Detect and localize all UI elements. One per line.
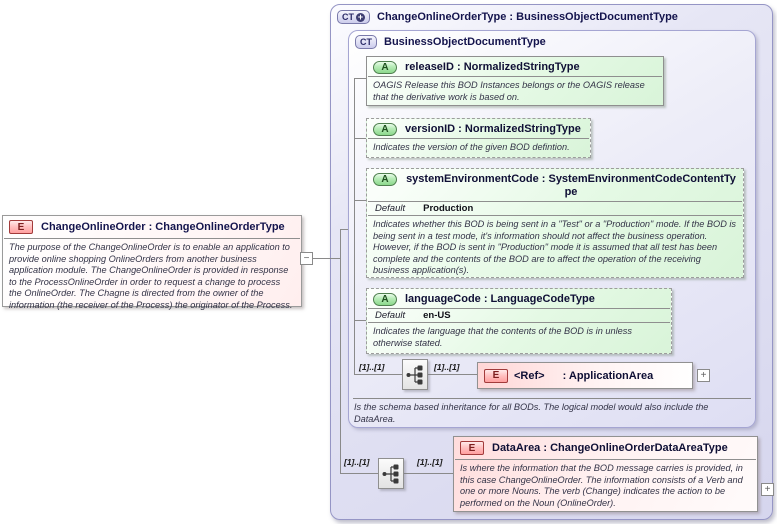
root-element-header [3,216,301,238]
element-ref-name: <Ref> [514,369,545,382]
inheritance-note: Is the schema based inheritance for all BODs. The logical model would also include the DataArea. [354,402,709,424]
default-label: Default [375,203,406,214]
connector-line [341,229,348,230]
default-value-row [367,202,743,215]
element-badge-icon: E [460,441,484,455]
attribute-description: OAGIS Release this BOD Instances belongs or the OAGIS release that the derivative work is based on. [373,80,645,102]
default-value: en-US [423,310,451,321]
base-type-badge-icon [355,35,377,49]
complex-type-badge-icon [337,10,370,24]
connector-line [428,374,477,375]
connector-line [355,200,366,201]
default-value-row [367,309,671,322]
complex-type-title: ChangeOnlineOrderType : BusinessObjectDocumentType [377,11,678,23]
attribute-title: languageCode : LanguageCodeType [405,293,595,305]
complex-type-badge-label: CT [342,12,354,22]
connector-line [340,229,341,474]
attribute-title: releaseID : NormalizedStringType [405,61,580,73]
element-ref-type: : ApplicationArea [562,369,654,382]
connector-line [355,320,366,321]
attribute-description: Indicates whether this BOD is being sent in a "Test" or a "Production" mode. If the BOD is being sent in a test mode, it's information should not affect the business operation. However, if the BOD is sent in "Production" mode it is assumed that all test has been complete and the contents of the BOD are to affect the operation of the receiving business application(s). [373,219,737,275]
sequence-glyph [405,364,425,386]
element-application-area-ref[interactable] [477,362,693,389]
connector-line [354,78,355,375]
attribute-title: versionID : NormalizedStringType [405,123,581,135]
element-data-area[interactable] [453,436,758,512]
attribute-badge-icon: A [373,123,397,136]
connector-line [355,374,402,375]
sequence-glyph [381,463,401,485]
connector-line [341,473,378,474]
data-area-header [454,437,757,459]
cardinality-label: [1]..[1] [434,362,460,372]
minus-icon: − [303,252,310,264]
cardinality-label: [1]..[1] [359,362,385,372]
default-value: Production [423,203,474,214]
connector-line [355,78,366,79]
complex-type-header [331,5,772,29]
data-area-title: DataArea : ChangeOnlineOrderDataAreaType [492,442,728,454]
attribute-description: Indicates the version of the given BOD defintion. [373,142,570,152]
expand-handle-application-area[interactable] [697,369,710,382]
expand-handle-data-area[interactable] [761,483,774,496]
separator [353,398,751,399]
attribute-description: Indicates the language that the contents of the BOD is in unless otherwise stated. [373,326,632,348]
sequence-icon[interactable] [402,359,428,390]
derived-type-plus-icon: + [357,12,364,22]
element-change-online-order[interactable] [2,215,302,310]
attribute-system-environment-code[interactable] [366,168,744,278]
collapse-handle-root-element[interactable] [300,252,313,265]
data-area-description: Is where the information that the BOD message carries is provided, in this case ChangeOnlineOrder. The information consists of a Verb and one or more Nouns. The verb (Change) indicates the action to be performed on the Noun (OnlineOrder). [460,463,743,508]
plus-icon: + [700,369,707,381]
connector-line [355,138,366,139]
attribute-badge-icon: A [373,61,397,74]
attribute-version-id[interactable] [366,118,591,158]
root-element-description: The purpose of the ChangeOnlineOrder is to enable an application to provide online shopping OnlineOrders from another business application module. The ChangeOnlineOrder is provided in response to the ProcessOnlineOrder in order to request a change to process the OnlineOrder. The Chagne is directed from the owner of the information (the receiver of the Process) the originator of the Process. [9,242,293,310]
attribute-language-code[interactable] [366,288,672,354]
connector-line [313,258,341,259]
attribute-badge-icon: A [373,173,397,186]
plus-icon: + [764,483,771,495]
connector-line [404,473,453,474]
attribute-release-id[interactable] [366,56,664,106]
base-type-header [349,31,755,53]
root-element-title: ChangeOnlineOrder : ChangeOnlineOrderType [41,221,285,233]
cardinality-label: [1]..[1] [417,457,443,467]
attribute-badge-icon: A [373,293,397,306]
default-label: Default [375,310,406,321]
sequence-icon[interactable] [378,458,404,489]
cardinality-label: [1]..[1] [344,457,370,467]
element-badge-icon: E [9,220,33,234]
element-badge-icon: E [484,369,508,383]
attribute-title: systemEnvironmentCode : SystemEnvironmentCodeContentType [406,173,736,198]
base-type-badge-label: CT [360,37,372,47]
base-type-title: BusinessObjectDocumentType [384,36,546,48]
